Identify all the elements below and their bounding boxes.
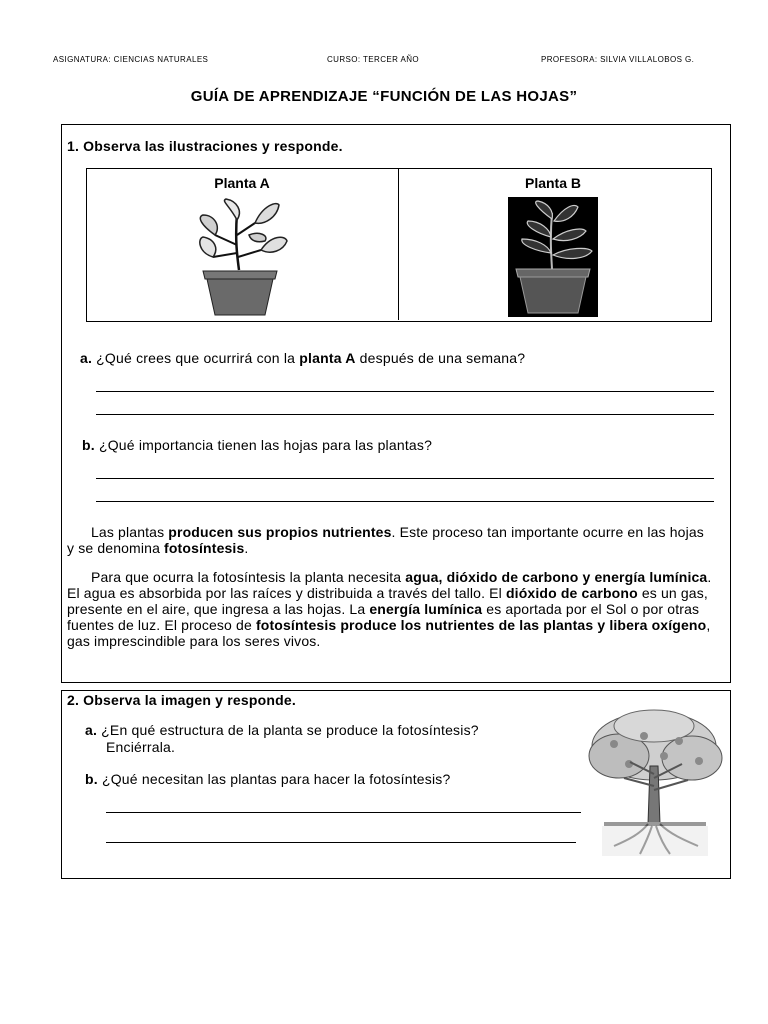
p2-segment: , gas imprescindible para los seres vivos. bbox=[67, 617, 711, 649]
p1-segment: . Este proceso tan importante ocurre en las hojas y se denomina bbox=[67, 524, 704, 556]
p2-segment: . El agua es absorbida por las raíces y distribuida a través del tallo. El bbox=[67, 569, 712, 601]
answer-line-1a-1[interactable] bbox=[96, 391, 714, 392]
plant-a-label: Planta A bbox=[214, 175, 270, 191]
section-2-heading: 2. Observa la imagen y responde. bbox=[67, 692, 296, 708]
answer-line-2b-1[interactable] bbox=[106, 812, 581, 813]
p1-segment: . bbox=[244, 540, 249, 556]
answer-line-1b-2[interactable] bbox=[96, 501, 714, 502]
question-1b bbox=[82, 437, 432, 453]
p1-segment: fotosíntesis bbox=[164, 540, 245, 556]
plant-a-illustration bbox=[193, 195, 289, 317]
question-2b-marker: b. bbox=[85, 771, 98, 787]
plant-comparison-table bbox=[86, 168, 712, 322]
teacher-label: PROFESORA: SILVIA VILLALOBOS G. bbox=[541, 55, 695, 64]
question-1b-text: ¿Qué importancia tienen las hojas para las plantas? bbox=[98, 437, 433, 453]
question-1a-text-part2: después de una semana? bbox=[359, 350, 526, 366]
table-divider bbox=[398, 168, 399, 320]
question-1a-bold: planta A bbox=[299, 350, 356, 366]
question-2a-marker: a. bbox=[85, 722, 98, 738]
question-2a-line1: ¿En qué estructura de la planta se produce la fotosíntesis? bbox=[101, 722, 479, 738]
subject-label: ASIGNATURA: CIENCIAS NATURALES bbox=[53, 55, 209, 64]
section-1-heading: 1. Observa las ilustraciones y responde. bbox=[67, 138, 343, 154]
plant-b-label: Planta B bbox=[524, 175, 581, 191]
tree-illustration[interactable] bbox=[584, 706, 726, 856]
p2-segment: dióxido de carbono bbox=[505, 585, 638, 601]
course-label: CURSO: TERCER AÑO bbox=[327, 55, 419, 64]
question-2b bbox=[85, 771, 451, 787]
question-2a bbox=[85, 722, 479, 738]
question-2a-line2: Enciérrala. bbox=[106, 739, 176, 755]
question-1a-marker: a. bbox=[80, 350, 93, 366]
p1-segment: producen sus propios nutrientes bbox=[168, 524, 392, 540]
paragraph-photosynthesis-intro bbox=[67, 524, 712, 556]
answer-line-1b-1[interactable] bbox=[96, 478, 714, 479]
page-title: GUÍA DE APRENDIZAJE “FUNCIÓN DE LAS HOJAS” bbox=[190, 88, 578, 105]
question-1a bbox=[80, 350, 525, 366]
p2-segment: energía lumínica bbox=[369, 601, 483, 617]
answer-line-1a-2[interactable] bbox=[96, 414, 714, 415]
plant-b-illustration bbox=[508, 197, 598, 317]
paragraph-photosynthesis-process bbox=[67, 569, 712, 649]
p2-segment: es aportada por el Sol o por otras fuentes de luz. El proceso de bbox=[67, 601, 700, 633]
question-2b-text: ¿Qué necesitan las plantas para hacer la fotosíntesis? bbox=[101, 771, 451, 787]
p2-segment: es un gas, presente en el aire, que ingresa a las hojas. La bbox=[67, 585, 708, 617]
answer-line-2b-2[interactable] bbox=[106, 842, 576, 843]
p1-segment: Las plantas bbox=[91, 524, 169, 540]
p2-segment: agua, dióxido de carbono y energía lumínica bbox=[405, 569, 708, 585]
p2-segment: fotosíntesis produce los nutrientes de las plantas y libera oxígeno bbox=[255, 617, 707, 633]
p2-segment: Para que ocurra la fotosíntesis la planta necesita bbox=[91, 569, 406, 585]
question-1b-marker: b. bbox=[82, 437, 95, 453]
question-1a-text-part1: ¿Qué crees que ocurrirá con la bbox=[96, 350, 296, 366]
